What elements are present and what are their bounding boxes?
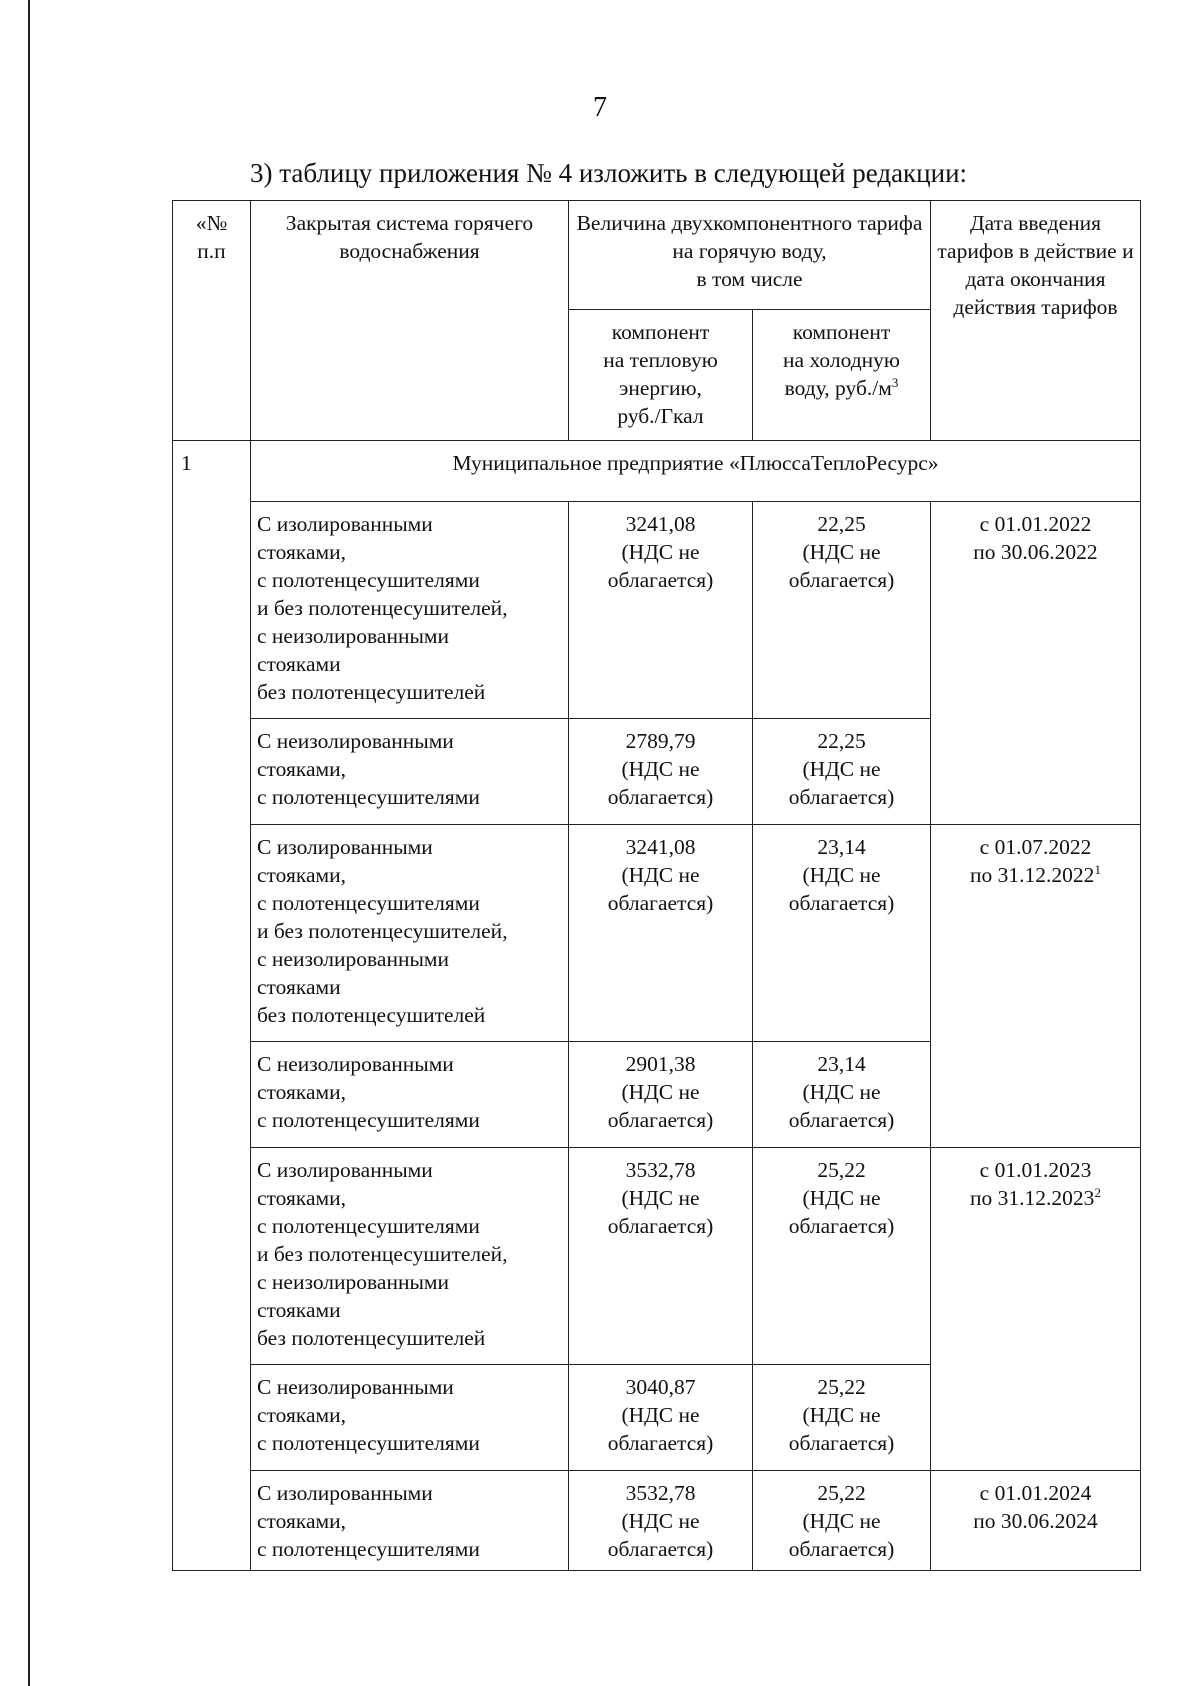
row-heat-value: 3532,78 (НДС не облагается) — [569, 1148, 753, 1365]
row-heat-value: 3040,87 (НДС не облагается) — [569, 1365, 753, 1471]
tariff-table — [172, 200, 1141, 1571]
page-number: 7 — [593, 92, 607, 123]
row-period-text: с 01.01.2024 по 30.06.2024 — [973, 1481, 1098, 1533]
header-water-component — [753, 310, 931, 441]
row-system: С изолированными стояками, с полотенцесушителями и без полотенцесушителей, с неизолированными стояками без полотенцесушителей — [251, 502, 569, 719]
table-row — [173, 1471, 1141, 1571]
row-period-text: с 01.01.2023 по 31.12.2023 — [970, 1158, 1095, 1210]
row-period — [931, 1148, 1141, 1471]
row-heat-value: 2901,38 (НДС не облагается) — [569, 1042, 753, 1148]
row-water-value: 25,22 (НДС не облагается) — [753, 1471, 931, 1571]
header-heat-component: компонент на тепловую энергию, руб./Гкал — [569, 310, 753, 441]
header-system: Закрытая система горячего водоснабжения — [251, 201, 569, 441]
header-number: «№ п.п — [173, 201, 251, 441]
table-row — [173, 1148, 1141, 1365]
row-heat-value: 2789,79 (НДС не облагается) — [569, 719, 753, 825]
row-system: С изолированными стояками, с полотенцесушителями — [251, 1471, 569, 1571]
table-row — [173, 502, 1141, 719]
intro-text: 3) таблицу приложения № 4 изложить в следующей редакции: — [250, 158, 968, 188]
header-tariff-group: Величина двухкомпонентного тарифа на горячую воду, в том числе — [569, 201, 931, 310]
row-water-value: 22,25 (НДС не облагается) — [753, 502, 931, 719]
organization-name: Муниципальное предприятие «ПлюссаТеплоРесурс» — [251, 441, 1141, 502]
row-period-text: с 01.07.2022 по 31.12.2022 — [970, 835, 1095, 887]
row-system: С неизолированными стояками, с полотенцесушителями — [251, 1365, 569, 1471]
row-period-footnote: 1 — [1094, 861, 1101, 877]
row-water-value: 23,14 (НДС не облагается) — [753, 1042, 931, 1148]
table-header-row — [173, 201, 1141, 310]
row-period — [931, 825, 1141, 1148]
header-water-component-sup: 3 — [891, 374, 899, 390]
row-period-text: с 01.01.2022 по 30.06.2022 — [973, 512, 1098, 564]
row-heat-value: 3532,78 (НДС не облагается) — [569, 1471, 753, 1571]
row-heat-value: 3241,08 (НДС не облагается) — [569, 502, 753, 719]
row-period — [931, 1471, 1141, 1571]
organization-number: 1 — [173, 441, 251, 1571]
table-row — [173, 825, 1141, 1042]
row-heat-value: 3241,08 (НДС не облагается) — [569, 825, 753, 1042]
row-period-footnote: 2 — [1094, 1184, 1101, 1200]
row-system: С неизолированными стояками, с полотенцесушителями — [251, 719, 569, 825]
row-water-value: 25,22 (НДС не облагается) — [753, 1365, 931, 1471]
row-system: С неизолированными стояками, с полотенцесушителями — [251, 1042, 569, 1148]
row-system: С изолированными стояками, с полотенцесушителями и без полотенцесушителей, с неизолированными стояками без полотенцесушителей — [251, 825, 569, 1042]
organization-row — [173, 441, 1141, 502]
left-margin-line — [28, 0, 30, 1686]
row-period — [931, 502, 1141, 825]
row-water-value: 23,14 (НДС не облагается) — [753, 825, 931, 1042]
row-system: С изолированными стояками, с полотенцесушителями и без полотенцесушителей, с неизолированными стояками без полотенцесушителей — [251, 1148, 569, 1365]
row-water-value: 22,25 (НДС не облагается) — [753, 719, 931, 825]
header-dates: Дата введения тарифов в действие и дата окончания действия тарифов — [931, 201, 1141, 441]
row-water-value: 25,22 (НДС не облагается) — [753, 1148, 931, 1365]
header-water-component-text: компонент на холодную воду, руб./м — [783, 320, 900, 400]
